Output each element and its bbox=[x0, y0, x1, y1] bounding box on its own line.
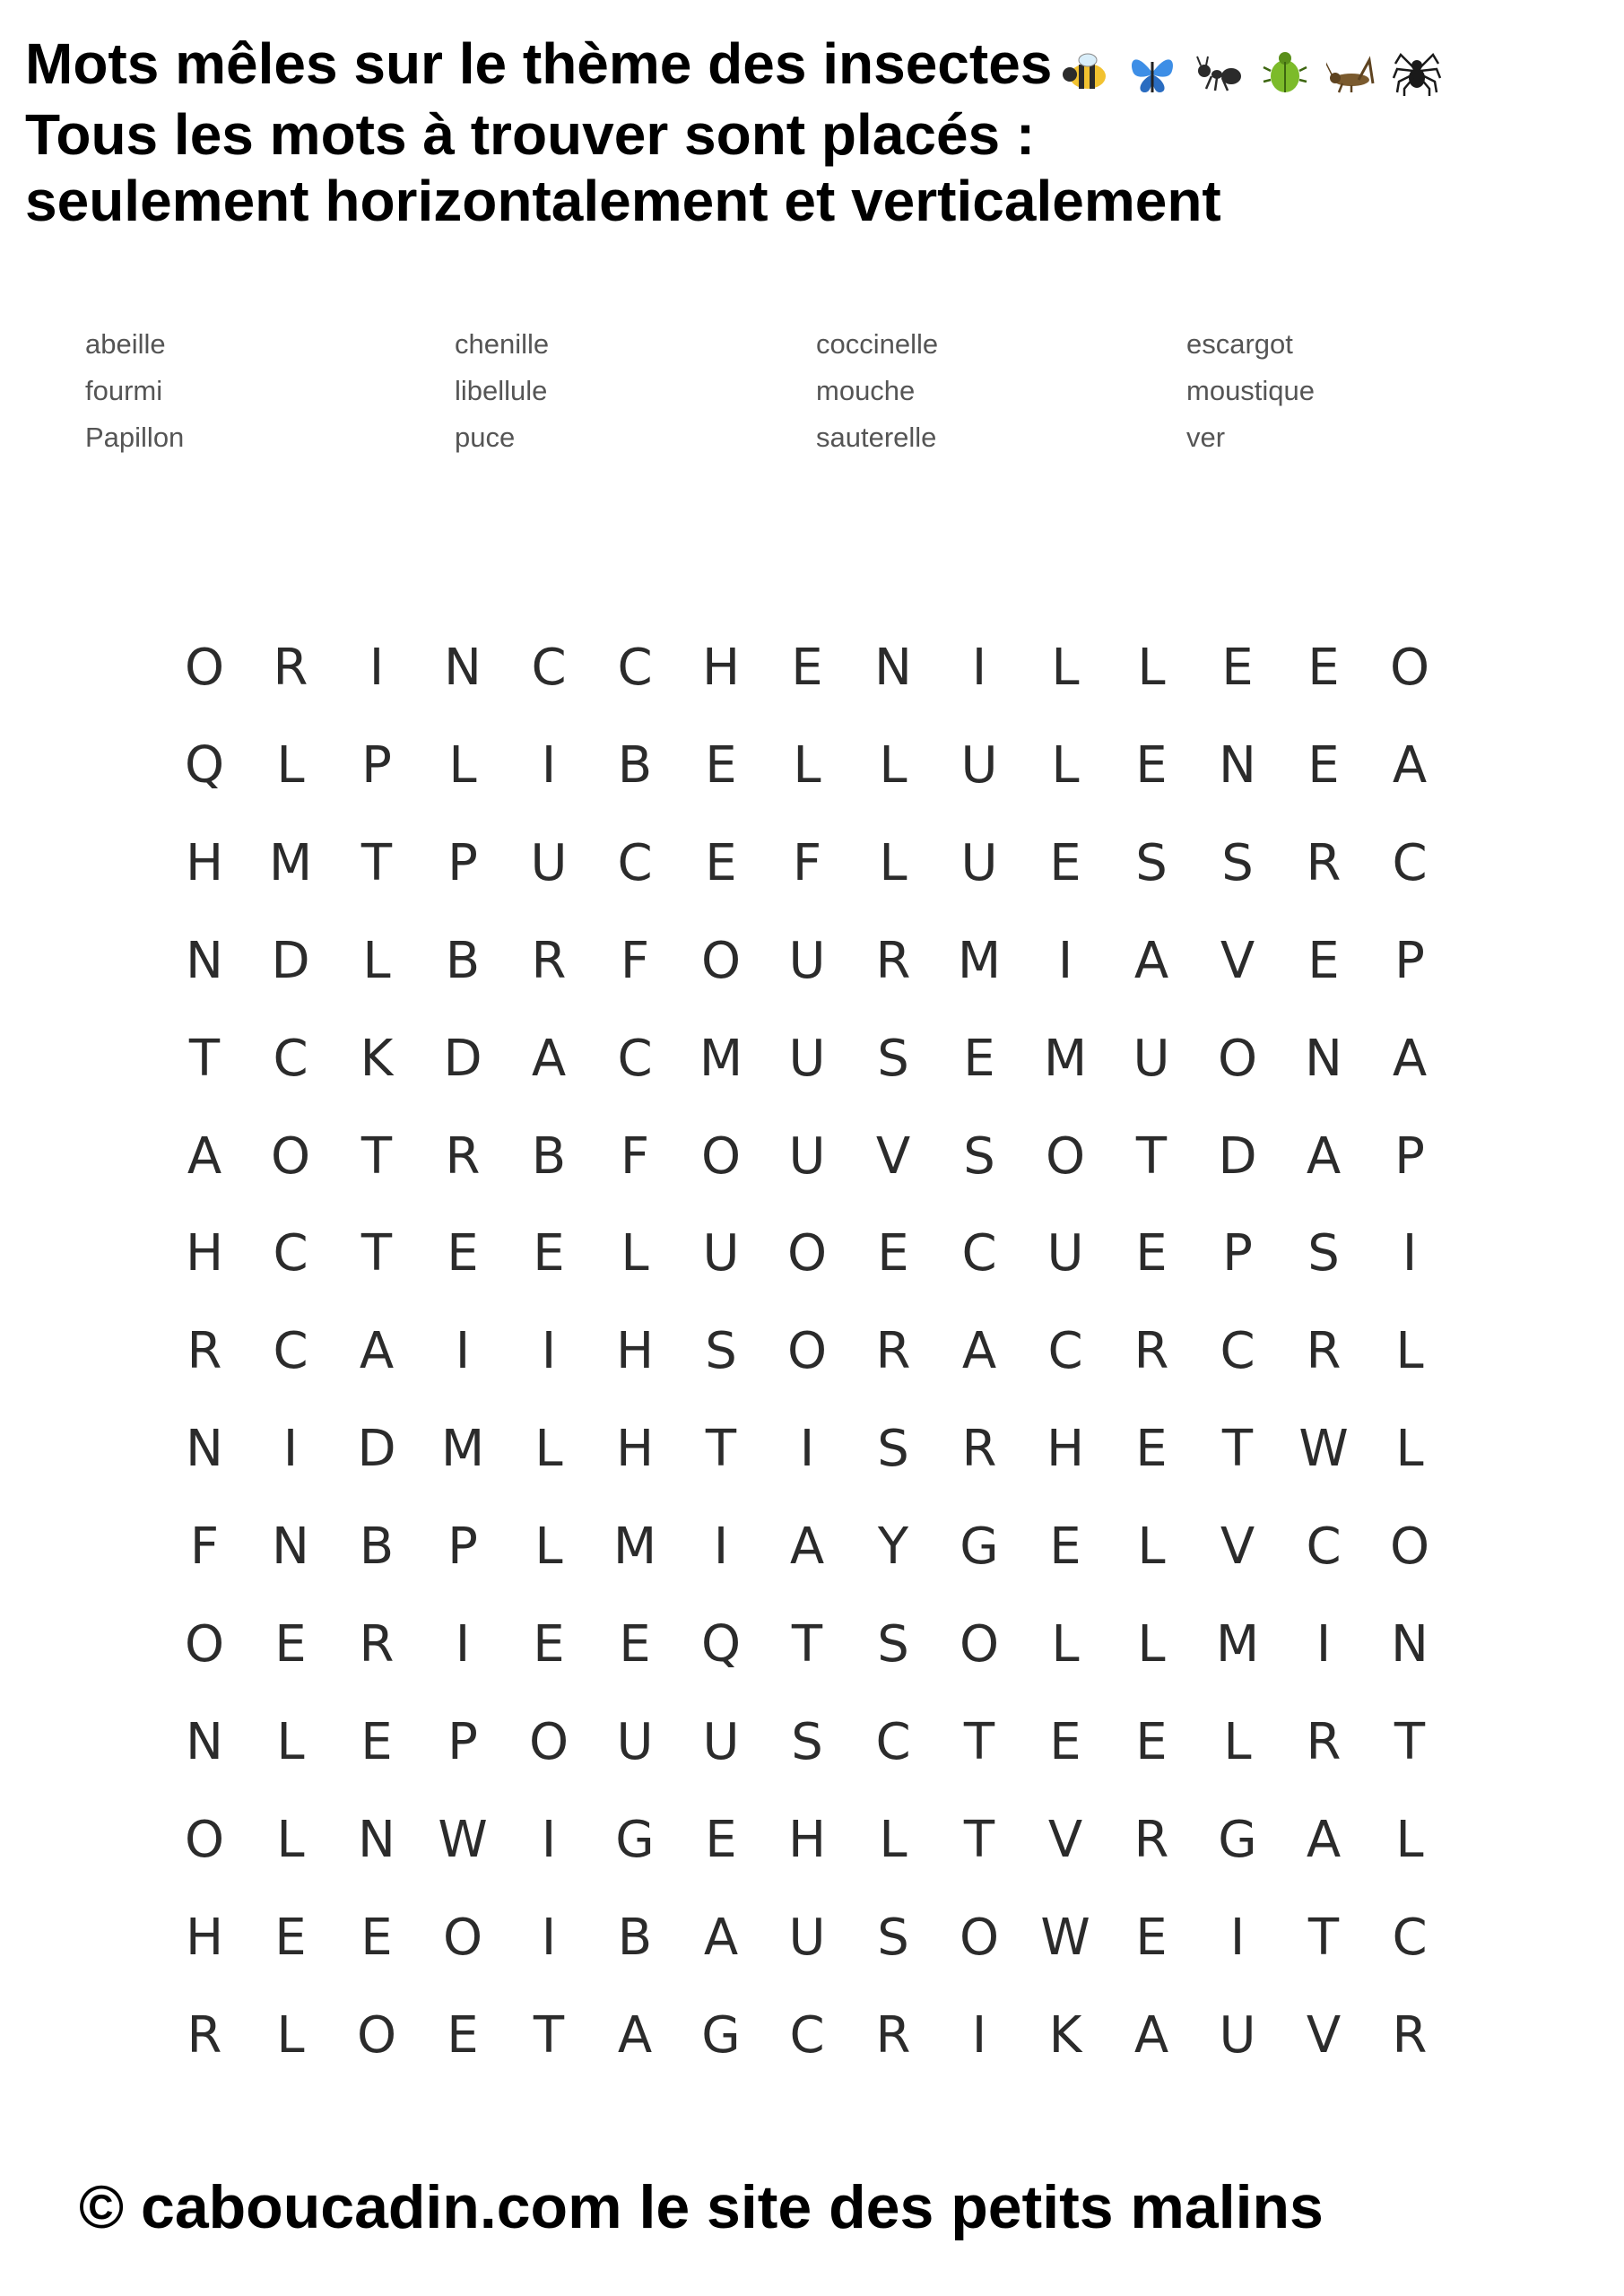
grid-cell[interactable]: B bbox=[359, 1518, 395, 1577]
grid-cell[interactable]: T bbox=[963, 1712, 995, 1771]
grid-cell[interactable]: C bbox=[617, 1029, 653, 1088]
grid-cell[interactable]: L bbox=[362, 931, 391, 990]
grid-cell[interactable]: T bbox=[963, 1810, 995, 1869]
grid-cell[interactable]: M bbox=[957, 931, 1002, 990]
grid-cell[interactable]: T bbox=[1307, 1908, 1340, 1967]
footer-credit: © caboucadin.com le site des petits malins bbox=[79, 2173, 1324, 2241]
grid-cell[interactable]: L bbox=[1137, 1518, 1166, 1577]
grid-cell[interactable]: S bbox=[1221, 833, 1254, 892]
grid-cell[interactable]: E bbox=[1135, 1712, 1168, 1771]
grid-cell[interactable]: P bbox=[1394, 1126, 1425, 1186]
grid-row bbox=[161, 1889, 1515, 1987]
grid-cell[interactable]: L bbox=[1137, 639, 1166, 697]
grid-cell[interactable]: O bbox=[700, 1126, 742, 1186]
grid-cell[interactable]: L bbox=[793, 735, 821, 795]
grid-cell[interactable]: E bbox=[274, 1615, 307, 1674]
grid-cell[interactable]: P bbox=[1394, 931, 1425, 990]
grid-cell[interactable]: L bbox=[1051, 1615, 1080, 1674]
grid-cell[interactable]: I bbox=[971, 639, 987, 697]
grid-row bbox=[161, 1498, 1515, 1596]
grid-cell[interactable]: U bbox=[702, 1712, 740, 1771]
grid-cell[interactable]: Y bbox=[877, 1518, 909, 1577]
grid-cell[interactable]: O bbox=[528, 1712, 569, 1771]
grid-cell[interactable]: O bbox=[700, 931, 742, 990]
grid-cell[interactable]: R bbox=[875, 2005, 911, 2065]
grid-cell[interactable]: R bbox=[1306, 1322, 1342, 1381]
grid-cell[interactable]: L bbox=[1137, 1615, 1166, 1674]
grid-cell[interactable]: I bbox=[1402, 1224, 1418, 1283]
grid-cell[interactable]: H bbox=[1046, 1420, 1085, 1479]
grid-cell[interactable]: E bbox=[447, 2005, 479, 2065]
grid-cell[interactable]: B bbox=[445, 931, 481, 990]
grid-cell[interactable]: R bbox=[875, 1322, 911, 1381]
grid-cell[interactable]: M bbox=[268, 833, 313, 892]
grid-cell[interactable]: C bbox=[617, 833, 653, 892]
grid-cell[interactable]: L bbox=[448, 735, 477, 795]
grid-cell[interactable]: C bbox=[1047, 1322, 1083, 1381]
grid-cell[interactable]: U bbox=[1133, 1029, 1170, 1088]
grid-cell[interactable]: L bbox=[534, 1420, 563, 1479]
grid-cell[interactable]: P bbox=[361, 735, 392, 795]
grid-row bbox=[161, 1791, 1515, 1890]
grid-cell[interactable]: E bbox=[705, 735, 737, 795]
grid-cell[interactable]: G bbox=[1218, 1810, 1257, 1869]
grid-cell[interactable]: H bbox=[185, 1224, 224, 1283]
grid-cell[interactable]: T bbox=[1135, 1126, 1168, 1186]
grid-cell[interactable]: E bbox=[1307, 639, 1340, 697]
grid-cell[interactable]: C bbox=[1392, 833, 1428, 892]
grid-cell[interactable]: O bbox=[270, 1126, 311, 1186]
grid-cell[interactable]: R bbox=[1133, 1810, 1169, 1869]
grid-cell[interactable]: R bbox=[1306, 1712, 1342, 1771]
grid-cell[interactable]: O bbox=[184, 1810, 225, 1869]
emoji-row bbox=[1061, 35, 1442, 101]
grid-cell[interactable]: E bbox=[1135, 1420, 1168, 1479]
grid-cell[interactable]: L bbox=[276, 735, 305, 795]
title-line-3: seulement horizontalement et verticalement bbox=[25, 169, 1221, 234]
grid-cell[interactable]: C bbox=[789, 2005, 825, 2065]
grid-cell[interactable]: D bbox=[443, 1029, 482, 1088]
title-line-2: Tous les mots à trouver sont placés : bbox=[25, 102, 1036, 168]
grid-cell[interactable]: C bbox=[1220, 1322, 1255, 1381]
grid-cell[interactable]: S bbox=[1135, 833, 1168, 892]
bee-icon bbox=[1061, 48, 1111, 98]
grid-cell[interactable]: O bbox=[959, 1615, 1000, 1674]
grid-cell[interactable]: U bbox=[788, 1029, 826, 1088]
butterfly-icon bbox=[1127, 48, 1177, 98]
grid-cell[interactable]: E bbox=[1135, 1908, 1168, 1967]
grid-cell[interactable]: L bbox=[621, 1224, 649, 1283]
grid-cell[interactable]: L bbox=[1051, 735, 1080, 795]
grid-cell[interactable]: O bbox=[184, 1615, 225, 1674]
grid-cell[interactable]: B bbox=[531, 1126, 567, 1186]
grid-cell[interactable]: F bbox=[620, 1126, 650, 1186]
grid-cell[interactable]: V bbox=[1220, 1518, 1255, 1577]
grid-cell[interactable]: T bbox=[360, 833, 393, 892]
grid-cell[interactable]: E bbox=[1135, 735, 1168, 795]
grid-cell[interactable]: W bbox=[438, 1810, 488, 1869]
grid-row bbox=[161, 1400, 1515, 1499]
grid-cell[interactable]: L bbox=[1395, 1810, 1424, 1869]
grid-cell[interactable]: E bbox=[1049, 833, 1081, 892]
grid-cell[interactable]: K bbox=[1048, 2005, 1082, 2065]
grid-cell[interactable]: P bbox=[1222, 1224, 1253, 1283]
grid-cell[interactable]: F bbox=[620, 931, 650, 990]
word-list-item: coccinelle bbox=[816, 328, 939, 360]
grid-cell[interactable]: P bbox=[447, 1712, 478, 1771]
grid-cell[interactable]: G bbox=[615, 1810, 655, 1869]
grid-cell[interactable]: H bbox=[701, 639, 741, 697]
ant-icon bbox=[1194, 48, 1244, 98]
grid-cell[interactable]: Q bbox=[184, 735, 225, 795]
grid-cell[interactable]: L bbox=[1223, 1712, 1252, 1771]
grid-cell[interactable]: A bbox=[617, 2005, 653, 2065]
grid-cell[interactable]: L bbox=[879, 1810, 908, 1869]
word-list-item: chenille bbox=[455, 328, 550, 360]
grid-cell[interactable]: A bbox=[531, 1029, 567, 1088]
grid-cell[interactable]: R bbox=[359, 1615, 395, 1674]
grid-cell[interactable]: I bbox=[541, 1810, 557, 1869]
grid-row bbox=[161, 619, 1515, 718]
grid-cell[interactable]: O bbox=[786, 1322, 828, 1381]
grid-cell[interactable]: O bbox=[959, 1908, 1000, 1967]
grid-row bbox=[161, 912, 1515, 1011]
grid-cell[interactable]: T bbox=[1394, 1712, 1426, 1771]
grid-cell[interactable]: A bbox=[1392, 1029, 1428, 1088]
grid-cell[interactable]: E bbox=[1307, 735, 1340, 795]
grid-cell[interactable]: R bbox=[1306, 833, 1342, 892]
grid-cell[interactable]: O bbox=[1389, 1518, 1430, 1577]
grid-cell[interactable]: F bbox=[189, 1518, 220, 1577]
grid-cell[interactable]: M bbox=[1215, 1615, 1260, 1674]
grid-cell[interactable]: N bbox=[186, 1712, 223, 1771]
word-list-item: puce bbox=[455, 422, 516, 453]
grid-cell[interactable]: A bbox=[789, 1518, 825, 1577]
grid-cell[interactable]: U bbox=[788, 1126, 826, 1186]
grid-cell[interactable]: I bbox=[541, 735, 557, 795]
grid-cell[interactable]: I bbox=[455, 1615, 471, 1674]
grid-cell[interactable]: U bbox=[1046, 1224, 1084, 1283]
grid-cell[interactable]: R bbox=[445, 1126, 481, 1186]
word-list-item: Papillon bbox=[85, 422, 185, 453]
grid-cell[interactable]: I bbox=[799, 1420, 815, 1479]
grid-cell[interactable]: C bbox=[273, 1224, 308, 1283]
grid-cell[interactable]: L bbox=[276, 1712, 305, 1771]
grid-cell[interactable]: N bbox=[444, 639, 482, 697]
grid-cell[interactable]: L bbox=[879, 735, 908, 795]
grid-cell[interactable]: C bbox=[1392, 1908, 1428, 1967]
grid-cell[interactable]: E bbox=[877, 1224, 909, 1283]
grid-cell[interactable]: S bbox=[877, 1908, 909, 1967]
grid-cell[interactable]: D bbox=[271, 931, 310, 990]
grid-cell[interactable]: T bbox=[791, 1615, 823, 1674]
grid-cell[interactable]: O bbox=[786, 1224, 828, 1283]
grid-row bbox=[161, 1302, 1515, 1401]
grid-cell[interactable]: A bbox=[1133, 931, 1169, 990]
grid-cell[interactable]: O bbox=[184, 639, 225, 697]
grid-cell[interactable]: C bbox=[531, 639, 567, 697]
grid-cell[interactable]: U bbox=[960, 833, 998, 892]
grid-cell[interactable]: C bbox=[617, 639, 653, 697]
letter-grid bbox=[161, 619, 1515, 2099]
grid-cell[interactable]: S bbox=[877, 1615, 909, 1674]
grid-cell[interactable]: O bbox=[356, 2005, 397, 2065]
grid-cell[interactable]: E bbox=[533, 1224, 565, 1283]
word-list-item: abeille bbox=[85, 328, 166, 360]
grid-cell[interactable]: Q bbox=[700, 1615, 742, 1674]
grid-cell[interactable]: L bbox=[1395, 1420, 1424, 1479]
grid-cell[interactable]: N bbox=[1305, 1029, 1342, 1088]
grid-cell[interactable]: I bbox=[1316, 1615, 1332, 1674]
grid-cell[interactable]: E bbox=[1135, 1224, 1168, 1283]
grid-cell[interactable]: C bbox=[273, 1029, 308, 1088]
title-line-1-text: Mots mêles sur le thème des insectes bbox=[25, 31, 1053, 96]
grid-cell[interactable]: U bbox=[702, 1224, 740, 1283]
grid-cell[interactable]: E bbox=[791, 639, 823, 697]
grid-cell[interactable]: A bbox=[1133, 2005, 1169, 2065]
grid-cell[interactable]: A bbox=[187, 1126, 222, 1186]
grid-cell[interactable]: M bbox=[440, 1420, 485, 1479]
grid-cell[interactable]: I bbox=[541, 1322, 557, 1381]
grid-cell[interactable]: B bbox=[617, 735, 653, 795]
grid-row bbox=[161, 1010, 1515, 1109]
grid-cell[interactable]: I bbox=[541, 1908, 557, 1967]
grid-cell[interactable]: C bbox=[961, 1224, 997, 1283]
grid-cell[interactable]: A bbox=[703, 1908, 739, 1967]
grid-cell[interactable]: N bbox=[1391, 1615, 1429, 1674]
grid-row bbox=[161, 1108, 1515, 1206]
grid-cell[interactable]: T bbox=[705, 1420, 737, 1479]
grid-cell[interactable]: H bbox=[787, 1810, 827, 1869]
word-list-item: libellule bbox=[455, 375, 548, 406]
grid-cell[interactable]: F bbox=[792, 833, 822, 892]
grid-cell[interactable]: C bbox=[875, 1712, 911, 1771]
grid-cell[interactable]: M bbox=[699, 1029, 743, 1088]
grid-cell[interactable]: C bbox=[273, 1322, 308, 1381]
grid-cell[interactable]: S bbox=[1307, 1224, 1340, 1283]
grid-cell[interactable]: T bbox=[533, 2005, 565, 2065]
grid-cell[interactable]: N bbox=[272, 1518, 309, 1577]
grid-cell[interactable]: N bbox=[186, 931, 223, 990]
grid-cell[interactable]: E bbox=[963, 1029, 995, 1088]
grid-cell[interactable]: I bbox=[713, 1518, 729, 1577]
grid-cell[interactable]: H bbox=[185, 1908, 224, 1967]
grid-cell[interactable]: B bbox=[617, 1908, 653, 1967]
grid-cell[interactable]: I bbox=[971, 2005, 987, 2065]
grid-cell[interactable]: S bbox=[705, 1322, 737, 1381]
grid-cell[interactable]: L bbox=[276, 1810, 305, 1869]
grid-cell[interactable]: O bbox=[1045, 1126, 1086, 1186]
grid-cell[interactable]: A bbox=[359, 1322, 395, 1381]
word-list-item: fourmi bbox=[85, 375, 163, 406]
grid-cell[interactable]: L bbox=[1395, 1322, 1424, 1381]
grid-cell[interactable]: I bbox=[369, 639, 385, 697]
grid-cell[interactable]: I bbox=[1229, 1908, 1246, 1967]
grid-cell[interactable]: I bbox=[1057, 931, 1073, 990]
grid-cell[interactable]: V bbox=[1220, 931, 1255, 990]
word-list-item: ver bbox=[1186, 422, 1226, 453]
grid-cell[interactable]: K bbox=[360, 1029, 394, 1088]
grid-cell[interactable]: E bbox=[533, 1615, 565, 1674]
cricket-icon bbox=[1326, 48, 1376, 98]
grid-cell[interactable]: C bbox=[1306, 1518, 1342, 1577]
grid-cell[interactable]: R bbox=[187, 2005, 222, 2065]
grid-cell[interactable]: E bbox=[447, 1224, 479, 1283]
grid-cell[interactable]: R bbox=[1392, 2005, 1428, 2065]
grid-row bbox=[161, 1693, 1515, 1792]
grid-cell[interactable]: U bbox=[788, 1908, 826, 1967]
grid-cell[interactable]: S bbox=[791, 1712, 823, 1771]
grid-cell[interactable]: O bbox=[1389, 639, 1430, 697]
grid-cell[interactable]: R bbox=[961, 1420, 997, 1479]
grid-cell[interactable]: G bbox=[960, 1518, 999, 1577]
grid-cell[interactable]: U bbox=[616, 1712, 654, 1771]
grid-cell[interactable]: S bbox=[963, 1126, 995, 1186]
grid-cell[interactable]: P bbox=[447, 1518, 478, 1577]
grid-cell[interactable]: V bbox=[1047, 1810, 1083, 1869]
grid-cell[interactable]: R bbox=[531, 931, 567, 990]
grid-row bbox=[161, 1596, 1515, 1694]
grid-cell[interactable]: U bbox=[960, 735, 998, 795]
grid-row bbox=[161, 1987, 1515, 2085]
grid-cell[interactable]: M bbox=[612, 1518, 657, 1577]
grid-cell[interactable]: A bbox=[1392, 735, 1428, 795]
grid-cell[interactable]: N bbox=[186, 1420, 223, 1479]
grid-cell[interactable]: L bbox=[1051, 639, 1080, 697]
page-title bbox=[25, 30, 1603, 234]
grid-cell[interactable]: W bbox=[1298, 1420, 1349, 1479]
grid-cell[interactable]: E bbox=[619, 1615, 651, 1674]
grid-cell[interactable]: T bbox=[1221, 1420, 1254, 1479]
grid-cell[interactable]: R bbox=[273, 639, 308, 697]
word-list-item: escargot bbox=[1186, 328, 1293, 360]
grid-cell[interactable]: N bbox=[874, 639, 912, 697]
grid-cell[interactable]: U bbox=[788, 931, 826, 990]
grid-cell[interactable]: U bbox=[1219, 2005, 1256, 2065]
grid-cell[interactable]: T bbox=[188, 1029, 221, 1088]
grid-cell[interactable]: S bbox=[877, 1029, 909, 1088]
grid-cell[interactable]: G bbox=[701, 2005, 741, 2065]
grid-cell[interactable]: H bbox=[185, 833, 224, 892]
grid-cell[interactable]: A bbox=[1306, 1126, 1342, 1186]
word-list-item: moustique bbox=[1186, 375, 1316, 406]
grid-cell[interactable]: V bbox=[875, 1126, 911, 1186]
grid-cell[interactable]: E bbox=[705, 1810, 737, 1869]
title-line-1 bbox=[25, 30, 1603, 101]
grid-cell[interactable]: S bbox=[877, 1420, 909, 1479]
grid-cell[interactable]: T bbox=[360, 1224, 393, 1283]
grid-cell[interactable]: M bbox=[1043, 1029, 1088, 1088]
grid-cell[interactable]: E bbox=[360, 1712, 393, 1771]
grid-cell[interactable]: N bbox=[1219, 735, 1256, 795]
grid-cell[interactable]: E bbox=[705, 833, 737, 892]
grid-cell[interactable]: V bbox=[1306, 2005, 1342, 2065]
grid-row bbox=[161, 814, 1515, 913]
grid-cell[interactable]: R bbox=[187, 1322, 222, 1381]
grid-cell[interactable]: H bbox=[615, 1420, 655, 1479]
grid-cell[interactable]: A bbox=[961, 1322, 997, 1381]
grid-cell[interactable]: O bbox=[1217, 1029, 1258, 1088]
grid-cell[interactable]: E bbox=[1049, 1712, 1081, 1771]
grid-cell[interactable]: W bbox=[1040, 1908, 1090, 1967]
beetle-icon bbox=[1260, 48, 1310, 98]
grid-cell[interactable]: D bbox=[1218, 1126, 1257, 1186]
grid-cell[interactable]: L bbox=[879, 833, 908, 892]
grid-cell[interactable]: T bbox=[360, 1126, 393, 1186]
grid-cell[interactable]: I bbox=[282, 1420, 299, 1479]
grid-cell[interactable]: E bbox=[1221, 639, 1254, 697]
grid-cell[interactable]: I bbox=[455, 1322, 471, 1381]
grid-cell[interactable]: L bbox=[534, 1518, 563, 1577]
grid-cell[interactable]: R bbox=[875, 931, 911, 990]
word-list-item: sauterelle bbox=[816, 422, 937, 453]
grid-row bbox=[161, 717, 1515, 815]
grid-cell[interactable]: L bbox=[276, 2005, 305, 2065]
grid-cell[interactable]: O bbox=[442, 1908, 483, 1967]
grid-cell[interactable]: E bbox=[1307, 931, 1340, 990]
word-list-item: mouche bbox=[816, 375, 916, 406]
grid-row bbox=[161, 1205, 1515, 1303]
grid-cell[interactable]: E bbox=[360, 1908, 393, 1967]
grid-cell[interactable]: D bbox=[357, 1420, 396, 1479]
grid-cell[interactable]: U bbox=[530, 833, 568, 892]
grid-cell[interactable]: E bbox=[1049, 1518, 1081, 1577]
grid-cell[interactable]: A bbox=[1306, 1810, 1342, 1869]
grid-cell[interactable]: P bbox=[447, 833, 478, 892]
grid-cell[interactable]: E bbox=[274, 1908, 307, 1967]
grid-cell[interactable]: H bbox=[615, 1322, 655, 1381]
spider-icon bbox=[1392, 48, 1442, 98]
grid-cell[interactable]: N bbox=[358, 1810, 395, 1869]
grid-cell[interactable]: R bbox=[1133, 1322, 1169, 1381]
